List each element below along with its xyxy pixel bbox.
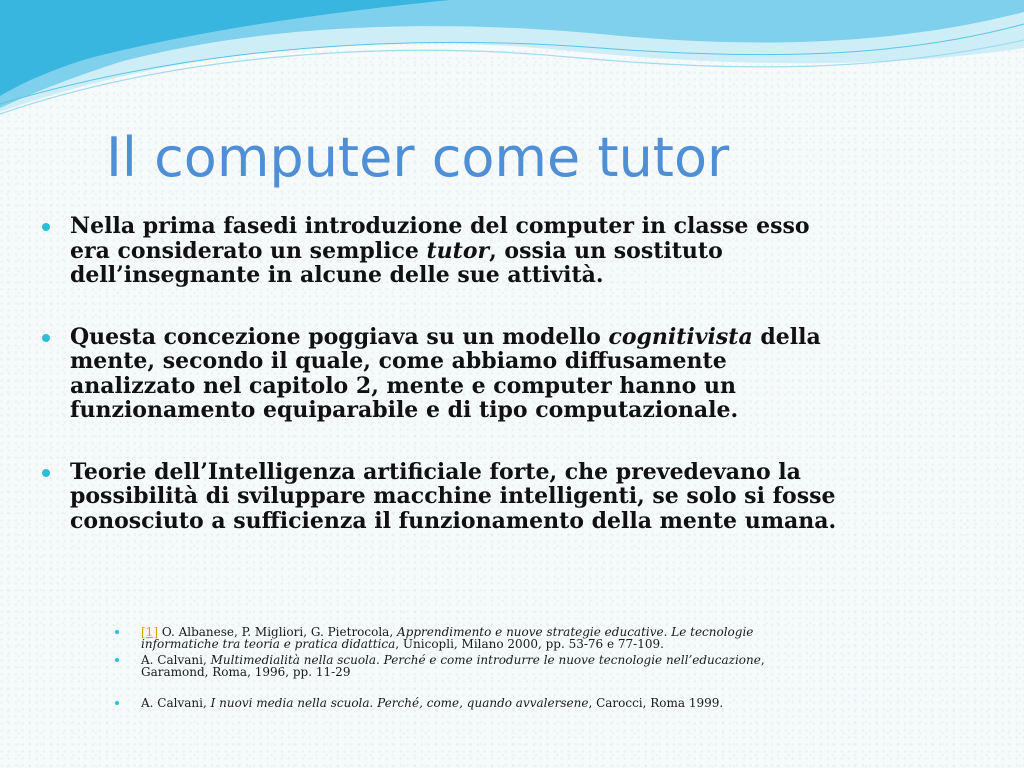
reference-title: Multimedialità nella scuola. Perché e come introdurre le nuove tecnologie nell’educazione [210,653,761,667]
reference-marker [115,658,119,662]
reference-text: O. Albanese, P. Migliori, G. Pietrocola, [158,625,397,639]
reference-list [113,626,833,709]
reference-text: A. Calvani, [141,653,211,667]
bullet-item [40,214,850,288]
header-wave-decoration [0,0,1024,130]
reference-item [113,626,833,650]
reference-text: , Carocci, Roma 1999. [588,696,724,710]
bullet-emphasis: cognitivista [608,323,753,350]
bullet-list [40,214,850,533]
bullet-text: Teorie dell’Intelligenza artificiale forte, che prevedevano la possibilità di sviluppare macchine intelligenti, se solo si fosse conosciuto a sufficienza il funzionamento della mente umana. [70,458,837,534]
reference-item [113,697,833,709]
reference-title: I nuovi media nella scuola. Perché, come, quando avvalersene [210,696,589,710]
reference-text: , Unicopli, Milano 2000, pp. 53-76 e 77-109. [395,637,664,651]
bullet-item [40,460,850,534]
reference-item [113,654,833,678]
footnote-link[interactable]: [1] [141,625,158,639]
bullet-marker [42,223,50,231]
bullet-text: , ossia un sostituto dell’insegnante in alcune delle sue attività. [70,237,723,288]
bullet-text: Questa concezione poggiava su un modello [70,323,609,350]
bullet-text: della mente, secondo il quale, come abbiamo diffusamente analizzato nel capitolo 2, mente e computer hanno un funzionamento equiparabile e di tipo computazionale. [70,323,821,423]
reference-marker [115,701,119,705]
bullet-text: Nella prima fasedi introduzione del computer in classe esso era considerato un semplice [70,213,810,264]
bullet-item [40,325,850,423]
bullet-marker [42,469,50,477]
reference-text: , Garamond, Roma, 1996, pp. 11-29 [141,653,765,679]
bullet-emphasis: tutor [426,237,490,264]
reference-text: A. Calvani, [141,696,211,710]
reference-marker [115,630,119,634]
reference-title: Apprendimento e nuove strategie educative. Le tecnologie informatiche tra teoria e pratica didattica [141,625,754,651]
slide-title: Il computer come tutor [106,126,730,189]
bullet-marker [42,334,50,342]
